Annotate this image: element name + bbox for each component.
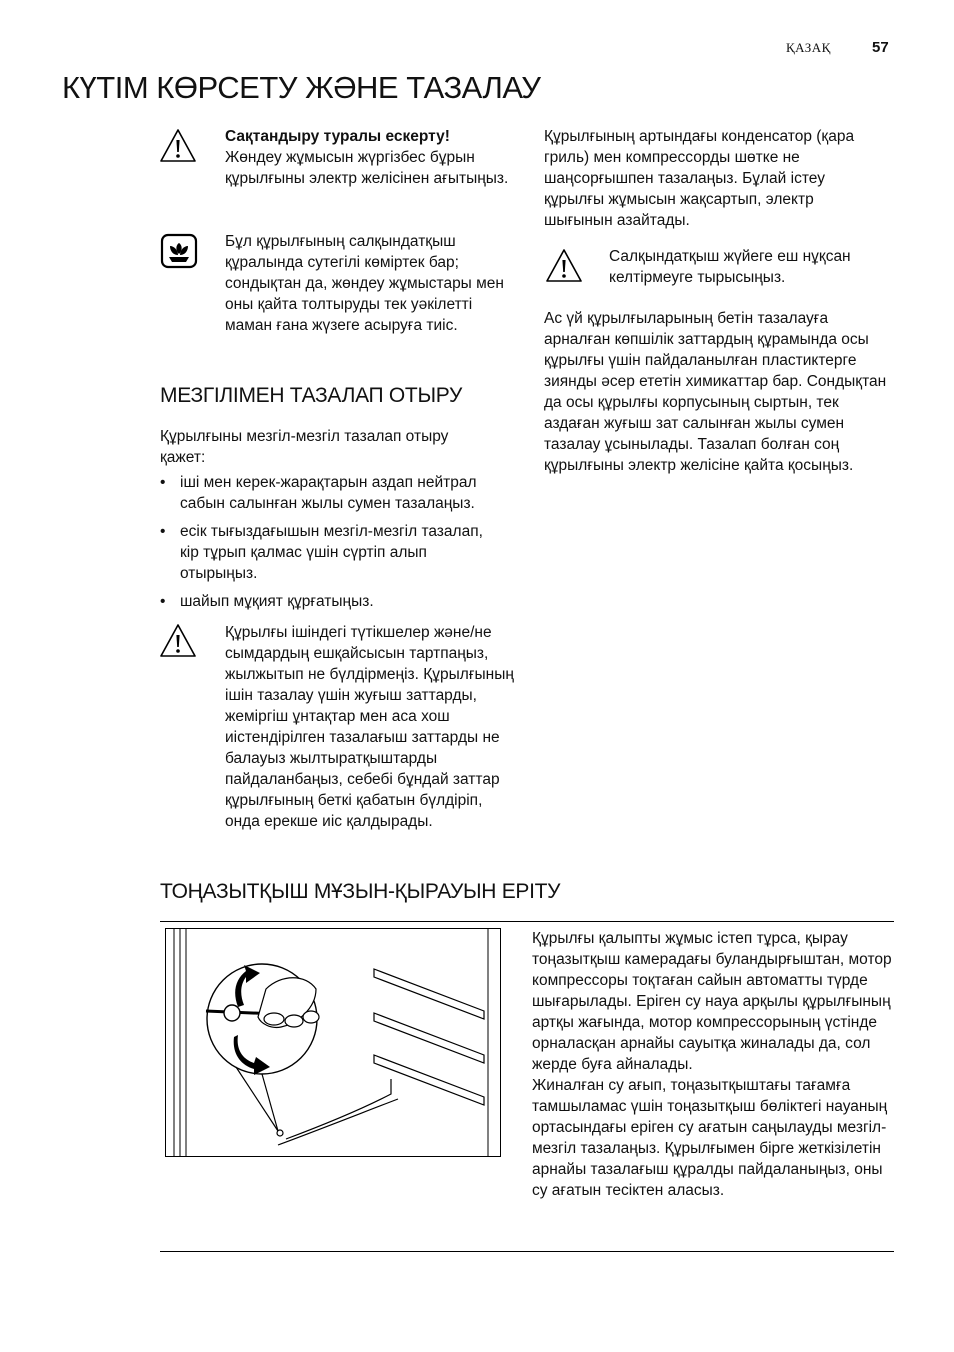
- intro-text: Құрылғыны мезгіл-мезгіл тазалап отыру қажет:: [160, 428, 449, 466]
- condenser-text: Құрылғының артындағы конденсатор (қара гриль) мен компрессорды шөтке не шаңсорғышпен тазалаңыз. Бұлай істеу құрылғы жұмысын жақсартып, электр шығынын азайтады.: [544, 128, 855, 229]
- warning-text: Жөндеу жұмысын жүргізбес бұрын құрылғыны электр желісінен ағытыңыз.: [225, 149, 509, 187]
- warning-cleaning-agents: [225, 622, 515, 832]
- warning-triangle-icon: [159, 128, 197, 164]
- section-heading-periodic-cleaning: МЕЗГІЛІМЕН ТАЗАЛАП ОТЫРУ: [160, 384, 463, 407]
- warning-safety-block: [225, 126, 510, 189]
- list-item: • іші мен керек-жарақтарын аздап нейтрал сабын салынған жылы сумен тазалаңыз.: [160, 472, 505, 514]
- warning-triangle-icon: [159, 623, 197, 659]
- section-bottom-rule: [160, 1251, 894, 1252]
- exterior-text: Ас үй құрылғыларының бетін тазалауға арналған көпшілік заттардың құрамында осы құрылғы үшін пайдаланылған пластиктерге зиянды әсер ететін химикаттар бар. Сондықтан да осы құрылғы корпусының сыртын, тек аздаған жуғыш зат салынған жылы сумен тазалау ұсынылады. Тазалап болған соң құрылғыны электр желісіне қайта қосыңыз.: [544, 310, 887, 474]
- section-top-rule: [160, 921, 894, 922]
- list-item: • есік тығыздағышын мезгіл-мезгіл тазалап, кір тұрып қалмас үшін сүртіп алып отырыңыз.: [160, 521, 505, 584]
- warning-title: Сақтандыру туралы ескерту!: [225, 128, 450, 145]
- page-title: КҮТІМ КӨРСЕТУ ЖӘНЕ ТАЗАЛАУ: [62, 70, 541, 105]
- warning-triangle-icon: [545, 248, 583, 284]
- defrosting-description: [532, 928, 892, 1201]
- cleaning-bullet-list: [160, 472, 505, 619]
- warning-cooling-text: Салқындатқыш жүйеге еш нұқсан келтірмеуге тырысыңыз.: [609, 248, 851, 286]
- defrost-drain-illustration: [165, 928, 501, 1157]
- environment-icon: [160, 233, 198, 269]
- defrost-illustration-drawing: [166, 929, 500, 1156]
- defrosting-text: Құрылғы қалыпты жұмыс істеп тұрса, қырау тоңазытқыш камерадағы буландырғыштан, мотор компрессоры тоқтаған сайын автоматты түрде шығарылады. Еріген су науа арқылы құрылғының артқы жағында, мотор компрессорының үстінде орналасқан арнайы сауытқа жиналады да, сол жерде буға айналады. Жиналған су ағып, тоңазытқыштағы тағамға тамшыламас үшін тоңазытқыш бөліктегі науаның ортасындағы еріген су ағатын саңылауды мезгіл-мезгіл тазалаңыз. Құрылғымен бірге жеткізілетін арнайы тазалағыш құралды пайдаланыңыз, оны су ағатын тесіктен аласыз.: [532, 930, 892, 1199]
- environment-note: [225, 231, 515, 336]
- header-language: ҚАЗАҚ: [786, 40, 831, 55]
- list-item: • шайып мұқият құрғатыңыз.: [160, 591, 505, 612]
- environment-note-text: Бұл құрылғының салқындатқыш құралында сутегілі көміртек бар; сондықтан да, жөндеу жұмыстары мен оны қайта толтыруды тек уәкілетті маман ғана жүзеге асыруға тиіс.: [225, 233, 504, 334]
- condenser-cleaning-paragraph: [544, 126, 884, 231]
- warning-cooling-system: [609, 246, 894, 288]
- exterior-cleaning-paragraph: [544, 308, 889, 476]
- periodic-cleaning-intro: [160, 426, 490, 468]
- section-heading-defrosting: ТОҢАЗЫТҚЫШ МҰЗЫН-ҚЫРАУЫН ЕРІТУ: [160, 880, 561, 903]
- warning-cleaning-text: Құрылғы ішіндегі түтікшелер және/не сымдардың ешқайсысын тартпаңыз, жылжытып не бүлдірмеңіз. Құрылғының ішін тазалау үшін жуғыш заттарды, жеміргіш ұнтақтар мен аса хош иістендірілген тазалағыш заттарды не балауыз жылтыратқыштарды пайдаланбаңыз, себебі бұндай заттар құрылғының беткі қабатын бүлдіріп, онда ерекше иіс қалдырады.: [225, 624, 514, 830]
- page-number: 57: [872, 39, 889, 56]
